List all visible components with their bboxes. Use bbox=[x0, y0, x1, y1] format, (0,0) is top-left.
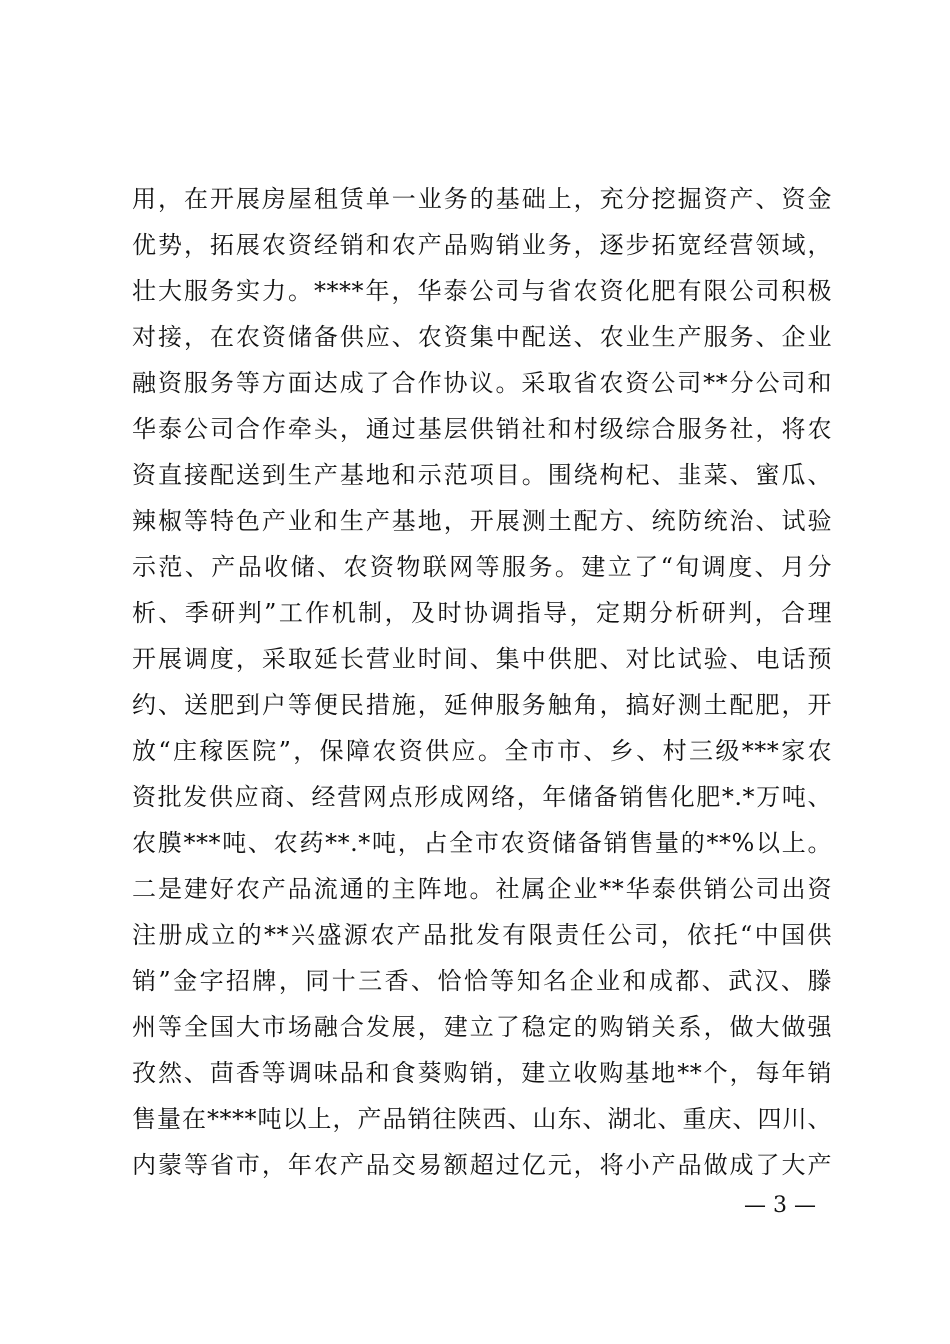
text-line: 州等全国大市场融合发展，建立了稳定的购销关系，做大做强 bbox=[132, 1013, 832, 1041]
text-line: 壮大服务实力。****年，华泰公司与省农资化肥有限公司积极 bbox=[132, 277, 832, 305]
text-line: 内蒙等省市，年农产品交易额超过亿元，将小产品做成了大产 bbox=[132, 1151, 832, 1179]
text-line: 辣椒等特色产业和生产基地，开展测土配方、统防统治、试验 bbox=[132, 507, 832, 535]
text-line: 农膜***吨、农药**.*吨，占全市农资储备销售量的**%以上。 bbox=[132, 829, 832, 857]
text-line: 示范、产品收储、农资物联网等服务。建立了“旬调度、月分 bbox=[132, 553, 832, 581]
text-line: 售量在****吨以上，产品销往陕西、山东、湖北、重庆、四川、 bbox=[132, 1105, 832, 1133]
text-line: 优势，拓展农资经销和农产品购销业务，逐步拓宽经营领域， bbox=[132, 231, 832, 259]
text-line: 华泰公司合作牵头，通过基层供销社和村级综合服务社，将农 bbox=[132, 415, 832, 443]
body-text bbox=[132, 176, 832, 1188]
text-line: 二是建好农产品流通的主阵地。社属企业**华泰供销公司出资 bbox=[132, 875, 832, 903]
page-number: — 3 — bbox=[744, 1193, 816, 1218]
text-line: 放“庄稼医院”，保障农资供应。全市市、乡、村三级***家农 bbox=[132, 737, 832, 765]
text-line: 资批发供应商、经营网点形成网络，年储备销售化肥*.*万吨、 bbox=[132, 783, 832, 811]
text-line: 销”金字招牌，同十三香、恰恰等知名企业和成都、武汉、滕 bbox=[132, 967, 832, 995]
text-line: 约、送肥到户等便民措施，延伸服务触角，搞好测土配肥，开 bbox=[132, 691, 832, 719]
text-line: 开展调度，采取延长营业时间、集中供肥、对比试验、电话预 bbox=[132, 645, 832, 673]
text-line: 对接，在农资储备供应、农资集中配送、农业生产服务、企业 bbox=[132, 323, 832, 351]
text-line: 用，在开展房屋租赁单一业务的基础上，充分挖掘资产、资金 bbox=[132, 185, 832, 213]
text-line: 资直接配送到生产基地和示范项目。围绕枸杞、韭菜、蜜瓜、 bbox=[132, 461, 832, 489]
text-line: 融资服务等方面达成了合作协议。采取省农资公司**分公司和 bbox=[132, 369, 832, 397]
text-line: 析、季研判”工作机制，及时协调指导，定期分析研判，合理 bbox=[132, 599, 832, 627]
text-line: 注册成立的**兴盛源农产品批发有限责任公司，依托“中国供 bbox=[132, 921, 832, 949]
text-line: 孜然、茴香等调味品和食葵购销，建立收购基地**个，每年销 bbox=[132, 1059, 832, 1087]
